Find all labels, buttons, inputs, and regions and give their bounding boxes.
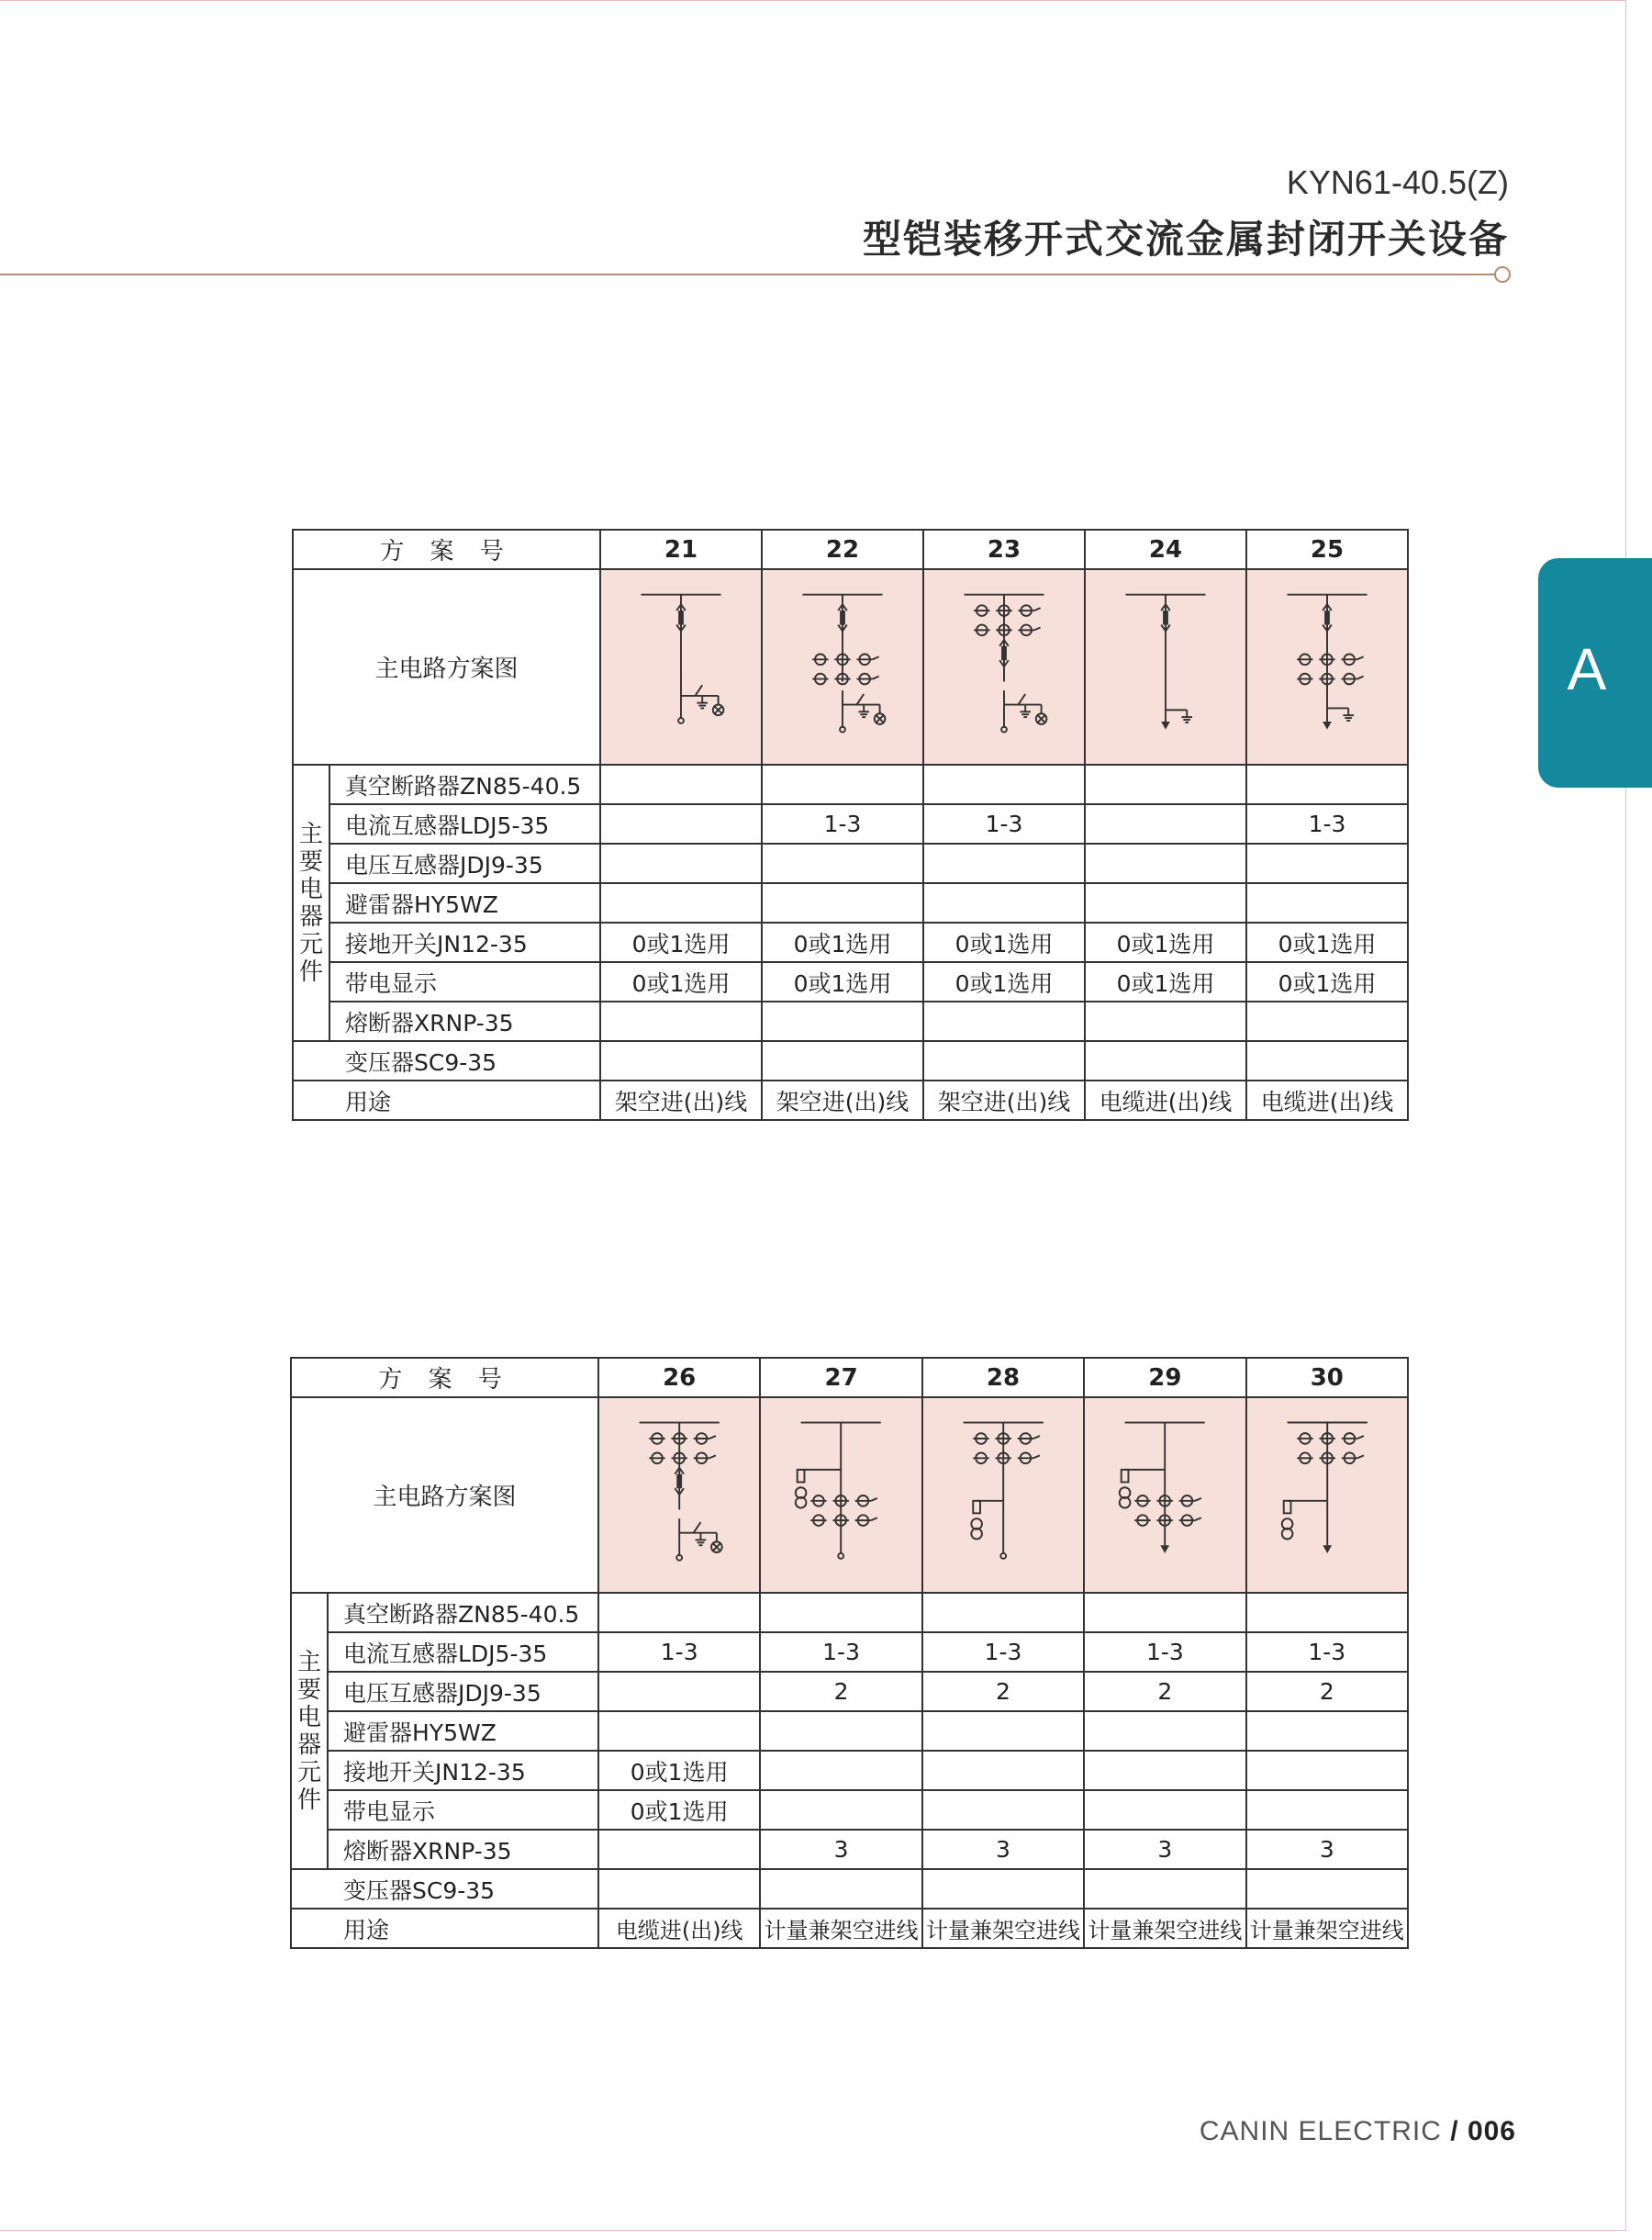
row-label-arrester: 避雷器HY5WZ — [328, 1711, 598, 1751]
row-label-transformer: 变压器SC9-35 — [291, 1869, 598, 1909]
scheme-number: 29 — [1084, 1358, 1245, 1397]
table-cell — [598, 1672, 760, 1711]
scheme-table-2 — [290, 1357, 1409, 1949]
component-row-fuse — [293, 1002, 1408, 1041]
component-row-vt — [291, 1672, 1408, 1711]
table-cell — [1246, 1790, 1408, 1830]
table-cell: 计量兼架空进线 — [1246, 1909, 1408, 1948]
table-cell: 1-3 — [762, 804, 923, 844]
usage-row — [293, 1081, 1408, 1120]
table-cell — [762, 765, 923, 804]
single-line-schematic — [923, 1400, 1083, 1590]
scheme-number: 25 — [1246, 530, 1408, 569]
table-cell — [762, 883, 923, 923]
table-cell — [922, 1869, 1084, 1909]
table-cell — [1085, 1041, 1246, 1081]
table-cell: 0或1选用 — [762, 962, 923, 1002]
table-cell — [762, 1002, 923, 1041]
header-rule — [0, 274, 1496, 275]
component-row-transformer — [291, 1869, 1408, 1909]
table-cell — [760, 1751, 921, 1790]
row-label-usage: 用途 — [293, 1081, 600, 1120]
table-cell: 2 — [760, 1672, 921, 1711]
table-cell — [1246, 1869, 1408, 1909]
diagram-row — [291, 1397, 1408, 1593]
table-cell: 0或1选用 — [1085, 923, 1246, 962]
row-label-earth-switch: 接地开关JN12-35 — [328, 1751, 598, 1790]
table-cell: 电缆进(出)线 — [1085, 1081, 1246, 1120]
row-label-earth-switch: 接地开关JN12-35 — [329, 923, 600, 962]
table-cell: 架空进(出)线 — [923, 1081, 1085, 1120]
scheme-no-label: 方 案 号 — [291, 1358, 598, 1397]
component-row-vt — [293, 844, 1408, 883]
circuit-diagram-28 — [922, 1397, 1084, 1593]
component-row-earth-switch — [291, 1751, 1408, 1790]
circuit-diagram-22 — [762, 569, 923, 765]
table-cell — [600, 883, 762, 923]
table-cell: 0或1选用 — [1246, 962, 1408, 1002]
table-cell — [922, 1790, 1084, 1830]
row-label-arrester: 避雷器HY5WZ — [329, 883, 600, 923]
table-cell — [1246, 765, 1408, 804]
row-label-usage: 用途 — [291, 1909, 598, 1948]
table-cell — [1085, 883, 1246, 923]
table-cell — [922, 1593, 1084, 1632]
table-cell: 0或1选用 — [1085, 962, 1246, 1002]
circuit-diagram-21 — [600, 569, 762, 765]
circuit-diagram-27 — [760, 1397, 921, 1593]
table-cell — [600, 765, 762, 804]
table-cell: 3 — [922, 1830, 1084, 1869]
table-cell — [1085, 844, 1246, 883]
component-row-arrester — [291, 1711, 1408, 1751]
table-cell: 计量兼架空进线 — [1084, 1909, 1245, 1948]
single-line-schematic — [599, 1400, 759, 1590]
header-title: 型铠装移开式交流金属封闭开关设备 — [862, 217, 1509, 262]
scheme-number: 22 — [762, 530, 923, 569]
circuit-diagram-29 — [1084, 1397, 1245, 1593]
table-cell: 计量兼架空进线 — [760, 1909, 921, 1948]
table-cell — [1084, 1593, 1245, 1632]
single-line-schematic — [761, 1400, 921, 1590]
row-label-vcb: 真空断路器ZN85-40.5 — [328, 1593, 598, 1632]
table-cell — [600, 844, 762, 883]
diagram-label: 主电路方案图 — [293, 569, 600, 765]
table-cell — [1246, 1711, 1408, 1751]
scheme-number: 24 — [1085, 530, 1246, 569]
diagram-row — [293, 569, 1408, 765]
table-cell: 架空进(出)线 — [762, 1081, 923, 1120]
row-label-live-display: 带电显示 — [328, 1790, 598, 1830]
main-components-label: 主要电器元件 — [293, 765, 329, 1041]
table-cell: 0或1选用 — [762, 923, 923, 962]
table-cell — [1246, 844, 1408, 883]
component-row-transformer — [293, 1041, 1408, 1081]
table-cell: 2 — [1084, 1672, 1245, 1711]
table-cell: 电缆进(出)线 — [598, 1909, 760, 1948]
single-line-schematic — [601, 572, 761, 762]
circuit-diagram-25 — [1246, 569, 1408, 765]
scheme-number: 30 — [1246, 1358, 1408, 1397]
section-tab[interactable] — [1538, 558, 1652, 788]
table-cell: 1-3 — [760, 1632, 921, 1672]
table-cell — [598, 1711, 760, 1751]
single-line-schematic — [1247, 572, 1407, 762]
table-cell: 0或1选用 — [923, 962, 1085, 1002]
table-cell — [1246, 1002, 1408, 1041]
scheme-number: 27 — [760, 1358, 921, 1397]
component-row-ct — [291, 1632, 1408, 1672]
table-cell: 3 — [1084, 1830, 1245, 1869]
table-cell: 2 — [1246, 1672, 1408, 1711]
scheme-number: 28 — [922, 1358, 1084, 1397]
component-row-vcb — [291, 1593, 1408, 1632]
component-row-earth-switch — [293, 923, 1408, 962]
table-cell — [922, 1711, 1084, 1751]
footer-page-number: 006 — [1467, 2116, 1516, 2146]
main-components-label: 主要电器元件 — [291, 1593, 328, 1869]
table-cell — [598, 1869, 760, 1909]
scheme-number: 21 — [600, 530, 762, 569]
table-cell: 0或1选用 — [923, 923, 1085, 962]
table-cell: 1-3 — [1246, 804, 1408, 844]
footer — [1200, 2116, 1516, 2147]
row-label-fuse: 熔断器XRNP-35 — [329, 1002, 600, 1041]
table-cell — [923, 765, 1085, 804]
footer-brand: CANIN ELECTRIC — [1199, 2116, 1442, 2146]
component-row-ct — [293, 804, 1408, 844]
table-cell — [600, 1041, 762, 1081]
diagram-label: 主电路方案图 — [291, 1397, 598, 1593]
table-cell: 0或1选用 — [1246, 923, 1408, 962]
table-cell — [1085, 1002, 1246, 1041]
table-cell — [923, 844, 1085, 883]
row-label-live-display: 带电显示 — [329, 962, 600, 1002]
table-cell: 计量兼架空进线 — [922, 1909, 1084, 1948]
table-cell: 1-3 — [598, 1632, 760, 1672]
table-cell — [1246, 1593, 1408, 1632]
single-line-schematic — [1247, 1400, 1407, 1590]
usage-row — [291, 1909, 1408, 1948]
circuit-diagram-30 — [1246, 1397, 1408, 1593]
table-cell — [762, 844, 923, 883]
table-cell — [760, 1790, 921, 1830]
component-row-live-display — [293, 962, 1408, 1002]
component-row-fuse — [291, 1830, 1408, 1869]
single-line-schematic — [1085, 1400, 1245, 1590]
footer-separator: / — [1450, 2116, 1459, 2146]
section-tab-letter: A — [1567, 636, 1607, 702]
circuit-diagram-26 — [598, 1397, 760, 1593]
component-row-arrester — [293, 883, 1408, 923]
table-cell: 1-3 — [922, 1632, 1084, 1672]
table-cell: 0或1选用 — [598, 1790, 760, 1830]
single-line-schematic — [763, 572, 922, 762]
scheme-table-1 — [292, 529, 1409, 1121]
table-cell: 电缆进(出)线 — [1246, 1081, 1408, 1120]
row-label-vt: 电压互感器JDJ9-35 — [329, 844, 600, 883]
table-cell — [922, 1751, 1084, 1790]
scheme-number-row — [293, 530, 1408, 569]
table-cell: 0或1选用 — [600, 962, 762, 1002]
table-cell — [1246, 1751, 1408, 1790]
table-cell: 0或1选用 — [598, 1751, 760, 1790]
row-label-vcb: 真空断路器ZN85-40.5 — [329, 765, 600, 804]
table-cell — [1085, 765, 1246, 804]
table-cell — [1084, 1711, 1245, 1751]
table-cell — [1085, 804, 1246, 844]
scheme-number: 26 — [598, 1358, 760, 1397]
table-cell: 3 — [1246, 1830, 1408, 1869]
table-cell — [600, 804, 762, 844]
table-cell — [762, 1041, 923, 1081]
table-cell: 3 — [760, 1830, 921, 1869]
table-cell — [923, 1002, 1085, 1041]
header-rule-dot — [1494, 266, 1511, 283]
single-line-schematic — [924, 572, 1084, 762]
row-label-vt: 电压互感器JDJ9-35 — [328, 1672, 598, 1711]
table-cell — [760, 1711, 921, 1751]
component-row-live-display — [291, 1790, 1408, 1830]
component-row-vcb — [293, 765, 1408, 804]
table-cell — [760, 1593, 921, 1632]
circuit-diagram-24 — [1085, 569, 1246, 765]
table-cell: 1-3 — [1246, 1632, 1408, 1672]
header-model: KYN61-40.5(Z) — [1286, 163, 1509, 201]
table-cell: 架空进(出)线 — [600, 1081, 762, 1120]
table-cell — [1084, 1751, 1245, 1790]
row-label-transformer: 变压器SC9-35 — [293, 1041, 600, 1081]
row-label-ct: 电流互感器LDJ5-35 — [328, 1632, 598, 1672]
scheme-no-label: 方 案 号 — [293, 530, 600, 569]
table-cell — [923, 883, 1085, 923]
row-label-fuse: 熔断器XRNP-35 — [328, 1830, 598, 1869]
table-cell — [1084, 1869, 1245, 1909]
scheme-number-row — [291, 1358, 1408, 1397]
table-cell — [760, 1869, 921, 1909]
table-cell: 1-3 — [1084, 1632, 1245, 1672]
scheme-number: 23 — [923, 530, 1085, 569]
table-cell — [600, 1002, 762, 1041]
table-cell — [1084, 1790, 1245, 1830]
circuit-diagram-23 — [923, 569, 1085, 765]
table-cell — [1246, 1041, 1408, 1081]
row-label-ct: 电流互感器LDJ5-35 — [329, 804, 600, 844]
table-cell — [598, 1830, 760, 1869]
table-cell — [1246, 883, 1408, 923]
table-cell: 0或1选用 — [600, 923, 762, 962]
table-cell: 2 — [922, 1672, 1084, 1711]
table-cell: 1-3 — [923, 804, 1085, 844]
single-line-schematic — [1086, 572, 1245, 762]
table-cell — [598, 1593, 760, 1632]
table-cell — [923, 1041, 1085, 1081]
